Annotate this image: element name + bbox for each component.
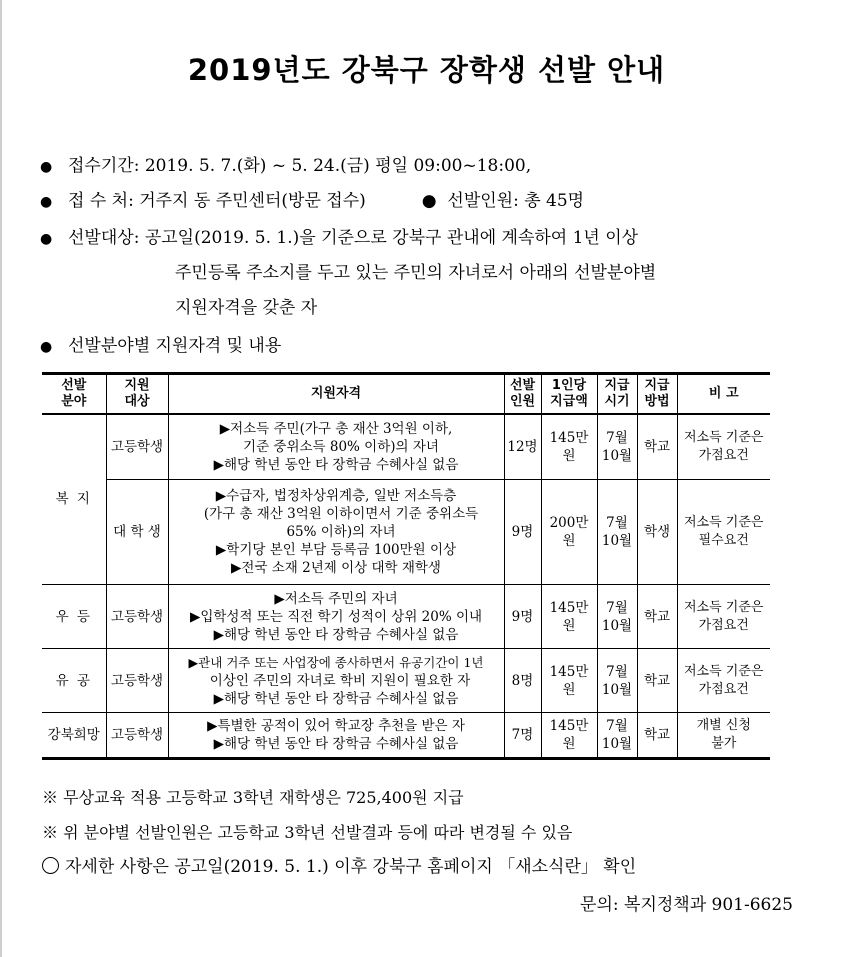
target-cell: 고등학생 <box>106 649 168 713</box>
bullet-place <box>40 190 584 213</box>
bullet-dot-icon: ● <box>40 231 53 247</box>
bullet-dot-icon: ● <box>421 191 437 211</box>
field-cell: 우 등 <box>42 585 106 649</box>
period-text: 접수기간: 2019. 5. 7.(화) ~ 5. 24.(금) 평일 09:00~18:00, <box>68 156 532 176</box>
target-cell: 고등학생 <box>106 585 168 649</box>
count-cell: 7명 <box>504 713 541 759</box>
scholarship-table <box>42 372 770 760</box>
method-cell: 학교 <box>637 713 677 759</box>
footnote-free-education: ※ 무상교육 적용 고등학교 3학년 재학생은 725,400원 지급 <box>42 788 464 807</box>
bullet-period <box>40 155 531 178</box>
header-target: 지원 대상 <box>106 374 168 414</box>
method-cell: 학교 <box>637 585 677 649</box>
bullet-dot-icon: ● <box>40 339 53 355</box>
method-cell: 학교 <box>637 414 677 480</box>
header-method: 지급 방법 <box>637 374 677 414</box>
method-cell: 학생 <box>637 480 677 585</box>
contact-info: 문의: 복지정책과 901-6625 <box>580 895 793 915</box>
field-cell: 유 공 <box>42 649 106 713</box>
table-row <box>42 414 770 480</box>
target-text-line3: 지원자격을 갖춘 자 <box>175 298 318 318</box>
amount-cell: 145만원 <box>541 649 597 713</box>
note-cell: 저소득 기준은 가점요건 <box>677 414 770 480</box>
table-header-row <box>42 374 770 414</box>
circle-icon <box>42 857 59 874</box>
count-text: 선발인원: 총 45명 <box>447 191 585 211</box>
qualification-cell: ▶저소득 주민(가구 총 재산 3억원 이하, 기준 중위소득 80% 이하)의 자녀 ▶해당 학년 동안 타 장학금 수혜사실 없음 <box>168 414 504 480</box>
table-row <box>42 713 770 759</box>
count-cell: 9명 <box>504 480 541 585</box>
note-cell: 개별 신청 불가 <box>677 713 770 759</box>
qualification-cell: ▶저소득 주민의 자녀 ▶입학성적 또는 직전 학기 성적이 상위 20% 이내 ▶해당 학년 동안 타 장학금 수혜사실 없음 <box>168 585 504 649</box>
count-cell: 12명 <box>504 414 541 480</box>
qualification-cell: ▶수급자, 법정차상위계층, 일반 저소득층 (가구 총 재산 3억원 이하이면서 기준 중위소득 65% 이하)의 자녀 ▶학기당 본인 부담 등록금 100만원 이상 ▶전국 소재 2년제 이상 대학 재학생 <box>168 480 504 585</box>
count-cell: 9명 <box>504 585 541 649</box>
header-qualification: 지원자격 <box>168 374 504 414</box>
header-count: 선발 인원 <box>504 374 541 414</box>
table-row <box>42 480 770 585</box>
target-text-line1: 선발대상: 공고일(2019. 5. 1.)을 기준으로 강북구 관내에 계속하여 1년 이상 <box>68 228 639 248</box>
bullet-fields <box>40 335 281 358</box>
time-cell: 7월 10월 <box>597 713 637 759</box>
header-time: 지급 시기 <box>597 374 637 414</box>
note-cell: 저소득 기준은 가점요건 <box>677 649 770 713</box>
amount-cell: 145만원 <box>541 414 597 480</box>
qualification-cell: ▶특별한 공적이 있어 학교장 추천을 받은 자 ▶해당 학년 동안 타 장학금 수혜사실 없음 <box>168 713 504 759</box>
bullet-target <box>40 227 638 250</box>
page-edge <box>0 0 2 957</box>
time-cell: 7월 10월 <box>597 585 637 649</box>
header-amount: 1인당 지급액 <box>541 374 597 414</box>
footnote-homepage <box>42 856 636 878</box>
field-cell: 복 지 <box>42 414 106 585</box>
note-cell: 저소득 기준은 필수요건 <box>677 480 770 585</box>
target-text-line2: 주민등록 주소지를 두고 있는 주민의 자녀로서 아래의 선발분야별 <box>175 263 657 283</box>
bullet-dot-icon: ● <box>40 194 53 210</box>
table-row <box>42 649 770 713</box>
method-cell: 학교 <box>637 649 677 713</box>
target-cell: 고등학생 <box>106 414 168 480</box>
footnote-quota-change: ※ 위 분야별 선발인원은 고등학교 3학년 선발결과 등에 따라 변경될 수 있음 <box>42 823 573 842</box>
count-cell: 8명 <box>504 649 541 713</box>
header-field: 선발 분야 <box>42 374 106 414</box>
note-cell: 저소득 기준은 가점요건 <box>677 585 770 649</box>
amount-cell: 145만원 <box>541 585 597 649</box>
qualification-cell: ▶관내 거주 또는 사업장에 종사하면서 유공기간이 1년 이상인 주민의 자녀로 학비 지원이 필요한 자 ▶해당 학년 동안 타 장학금 수혜사실 없음 <box>168 649 504 713</box>
page-title: 2019년도 강북구 장학생 선발 안내 <box>187 53 666 87</box>
amount-cell: 145만원 <box>541 713 597 759</box>
header-note: 비 고 <box>677 374 770 414</box>
homepage-text: 자세한 사항은 공고일(2019. 5. 1.) 이후 강북구 홈페이지 「새소식란」 확인 <box>65 857 637 877</box>
target-cell: 대 학 생 <box>106 480 168 585</box>
fields-heading: 선발분야별 지원자격 및 내용 <box>68 336 282 356</box>
table-row <box>42 585 770 649</box>
time-cell: 7월 10월 <box>597 480 637 585</box>
target-cell: 고등학생 <box>106 713 168 759</box>
amount-cell: 200만원 <box>541 480 597 585</box>
field-cell: 강북희망 <box>42 713 106 759</box>
time-cell: 7월 10월 <box>597 649 637 713</box>
time-cell: 7월 10월 <box>597 414 637 480</box>
place-text: 접 수 처: 거주지 동 주민센터(방문 접수) <box>68 191 366 211</box>
bullet-dot-icon: ● <box>40 159 53 175</box>
